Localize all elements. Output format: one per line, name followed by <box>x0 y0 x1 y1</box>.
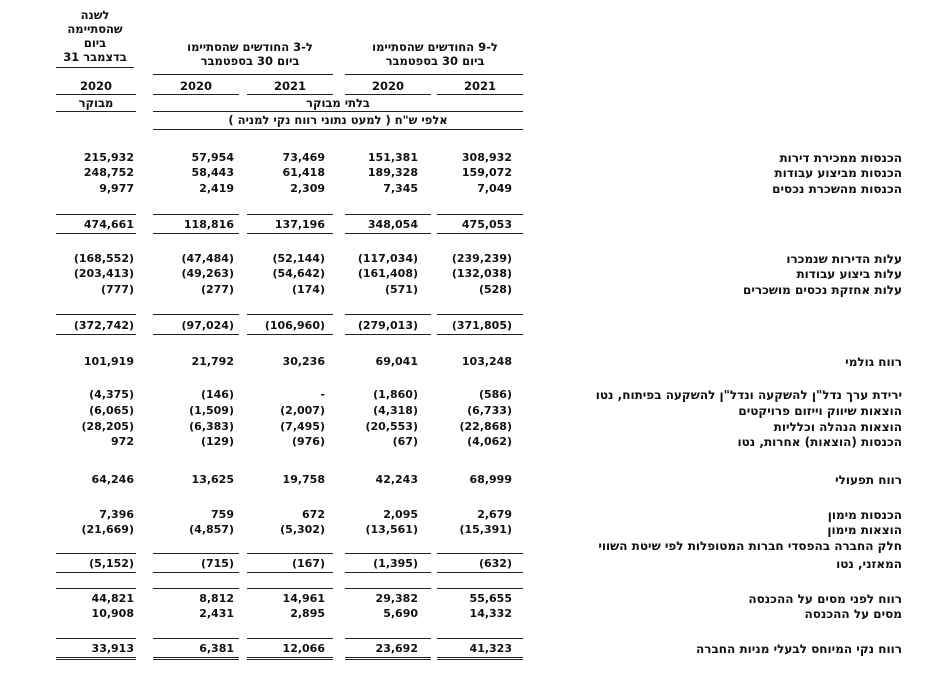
cell-value: 972 <box>111 435 134 448</box>
row-label: רווח נקי המיוחס לבעלי מניות החברה <box>696 642 902 656</box>
cell-value: (1,860) <box>373 388 418 401</box>
cell-value: 19,758 <box>282 473 325 486</box>
cell-value: 64,246 <box>91 473 134 486</box>
cell-value: 33,913 <box>91 642 134 655</box>
row-label: הוצאות מימון <box>827 523 902 537</box>
cell-value: 672 <box>302 508 325 521</box>
cell-value: (5,152) <box>89 557 134 570</box>
row-label: הכנסות (הוצאות) אחרות, נטו <box>737 435 902 449</box>
row-label: רווח תפעולי <box>835 473 902 487</box>
cell-value: 42,243 <box>375 473 418 486</box>
cell-value: (976) <box>291 435 325 448</box>
row-label: עלות ביצוע עבודות <box>796 267 902 281</box>
cell-value: (7,495) <box>280 420 325 433</box>
cell-value: 44,821 <box>91 592 134 605</box>
cell-value: (129) <box>200 435 234 448</box>
cell-value: (4,857) <box>189 523 234 536</box>
cell-value: (20,553) <box>365 420 418 433</box>
cell-value: 29,382 <box>375 592 418 605</box>
cell-value: (28,205) <box>81 420 134 433</box>
row-label: חלק החברה בהפסדי חברות המטופלות לפי שיטת השווי <box>598 539 902 553</box>
annual-header-line: שהסתיימה <box>67 22 123 36</box>
cell-value: (21,669) <box>81 523 134 536</box>
row-label: הכנסות מביצוע עבודות <box>774 166 902 180</box>
nine-months-header-line1: ל-9 החודשים שהסתיימו <box>372 40 498 54</box>
three-months-header-line2: ביום 30 בספטמבר <box>200 54 300 68</box>
cell-value: (106,960) <box>264 319 325 332</box>
cell-value: (372,742) <box>73 319 134 332</box>
cell-value: 215,932 <box>83 151 134 164</box>
cell-value: 151,381 <box>367 151 418 164</box>
cell-value: (67) <box>392 435 418 448</box>
row-label: מסים על ההכנסה <box>804 607 902 621</box>
cell-value: (371,805) <box>451 319 512 332</box>
cell-value: (6,733) <box>467 404 512 417</box>
cell-value: 7,049 <box>477 182 512 195</box>
row-label: עלות אחזקת נכסים מושכרים <box>742 283 902 297</box>
cell-value: 13,625 <box>191 473 234 486</box>
cell-value: (4,062) <box>467 435 512 448</box>
cell-value: 2,431 <box>199 607 234 620</box>
cell-value: 30,236 <box>282 355 325 368</box>
cell-value: 10,908 <box>91 607 134 620</box>
cell-value: (132,038) <box>451 267 512 280</box>
cell-value: 61,418 <box>282 166 325 179</box>
cell-value: 137,196 <box>274 218 325 231</box>
cell-value: (97,024) <box>181 319 234 332</box>
cell-value: (13,561) <box>365 523 418 536</box>
cell-value: 12,066 <box>282 642 325 655</box>
cell-value: (571) <box>384 283 418 296</box>
cell-value: 103,248 <box>461 355 512 368</box>
cell-value: 159,072 <box>461 166 512 179</box>
cell-value: 6,381 <box>199 642 234 655</box>
cell-value: (15,391) <box>459 523 512 536</box>
cell-value: 69,041 <box>375 355 418 368</box>
cell-value: 308,932 <box>461 151 512 164</box>
cell-value: (2,007) <box>280 404 325 417</box>
cell-value: 73,469 <box>282 151 325 164</box>
cell-value: 58,443 <box>191 166 234 179</box>
cell-value: 759 <box>211 508 234 521</box>
cell-value: 2,419 <box>199 182 234 195</box>
cell-value: 2,895 <box>290 607 325 620</box>
cell-value: (777) <box>100 283 134 296</box>
cell-value: 8,812 <box>199 592 234 605</box>
cell-value: (54,642) <box>272 267 325 280</box>
cell-value: 248,752 <box>83 166 134 179</box>
cell-value: (632) <box>478 557 512 570</box>
cell-value: 475,053 <box>461 218 512 231</box>
row-label: עלות הדירות שנמכרו <box>786 252 902 266</box>
cell-value: 118,816 <box>183 218 234 231</box>
cell-value: 7,345 <box>383 182 418 195</box>
cell-value: (168,552) <box>73 252 134 265</box>
cell-value: (117,034) <box>357 252 418 265</box>
nine-months-header <box>345 40 525 68</box>
cell-value: 2,095 <box>383 508 418 521</box>
cell-value: (174) <box>291 283 325 296</box>
cell-value: (52,144) <box>272 252 325 265</box>
cell-value: (715) <box>200 557 234 570</box>
row-label: הכנסות ממכירת דירות <box>779 151 902 165</box>
three-months-header <box>160 40 340 68</box>
annual-header-line: 31 בדצמבר <box>63 50 127 64</box>
audited-label: מבוקר <box>78 96 114 110</box>
cell-value: (49,263) <box>181 267 234 280</box>
row-label: הכנסות מימון <box>827 508 902 522</box>
cell-value: (586) <box>478 388 512 401</box>
row-label: ירידת ערך נדל"ן להשקעה ונדל"ן להשקעה בפיתוח, נטו <box>595 388 902 402</box>
cell-value: (203,413) <box>73 267 134 280</box>
cell-value: 7,396 <box>99 508 134 521</box>
unaudited-label: בלתי מבוקר <box>306 96 370 110</box>
cell-value: 2,309 <box>290 182 325 195</box>
cell-value: 68,999 <box>469 473 512 486</box>
cell-value: (22,868) <box>459 420 512 433</box>
cell-value: (47,484) <box>181 252 234 265</box>
cell-value: 21,792 <box>191 355 234 368</box>
cell-value: (239,239) <box>451 252 512 265</box>
cell-value: 41,323 <box>469 642 512 655</box>
cell-value: (167) <box>291 557 325 570</box>
cell-value: (277) <box>200 283 234 296</box>
cell-value: (5,302) <box>280 523 325 536</box>
annual-header-line: ביום <box>83 36 107 50</box>
cell-value: 189,328 <box>367 166 418 179</box>
nine-months-header-line2: ביום 30 בספטמבר <box>385 54 485 68</box>
row-label: הכנסות מהשכרת נכסים <box>772 182 902 196</box>
cell-value: 9,977 <box>99 182 134 195</box>
cell-value: 55,655 <box>469 592 512 605</box>
year-label: 2020 <box>79 79 112 93</box>
cell-value: (6,383) <box>189 420 234 433</box>
cell-value: (279,013) <box>357 319 418 332</box>
year-label: 2021 <box>273 79 306 93</box>
units-label: אלפי ש"ח ( למעט נתוני רווח נקי למניה ) <box>228 113 448 127</box>
cell-value: (146) <box>200 388 234 401</box>
three-months-header-line1: ל-3 החודשים שהסתיימו <box>187 40 313 54</box>
cell-value: (1,395) <box>373 557 418 570</box>
cell-value: (1,509) <box>189 404 234 417</box>
cell-value: 474,661 <box>83 218 134 231</box>
cell-value: (4,318) <box>373 404 418 417</box>
cell-value: (6,065) <box>89 404 134 417</box>
cell-value: 2,679 <box>477 508 512 521</box>
row-label: רווח לפני מסים על ההכנסה <box>748 592 902 606</box>
cell-value: (161,408) <box>357 267 418 280</box>
row-label: הוצאות שיווק וייזום פרויקטים <box>738 404 902 418</box>
cell-value: 5,690 <box>383 607 418 620</box>
year-label: 2020 <box>179 79 212 93</box>
row-label: הוצאות הנהלה וכלליות <box>773 420 902 434</box>
cell-value: 57,954 <box>191 151 234 164</box>
annual-header <box>40 8 150 64</box>
row-label: המאזני, נטו <box>836 557 902 571</box>
row-label: רווח גולמי <box>845 355 902 369</box>
cell-value: - <box>320 388 325 401</box>
year-label: 2021 <box>463 79 496 93</box>
annual-header-line: לשנה <box>80 8 110 22</box>
cell-value: 14,961 <box>282 592 325 605</box>
cell-value: 101,919 <box>83 355 134 368</box>
year-label: 2020 <box>371 79 404 93</box>
cell-value: (528) <box>478 283 512 296</box>
cell-value: 23,692 <box>375 642 418 655</box>
cell-value: (4,375) <box>89 388 134 401</box>
cell-value: 14,332 <box>469 607 512 620</box>
cell-value: 348,054 <box>367 218 418 231</box>
